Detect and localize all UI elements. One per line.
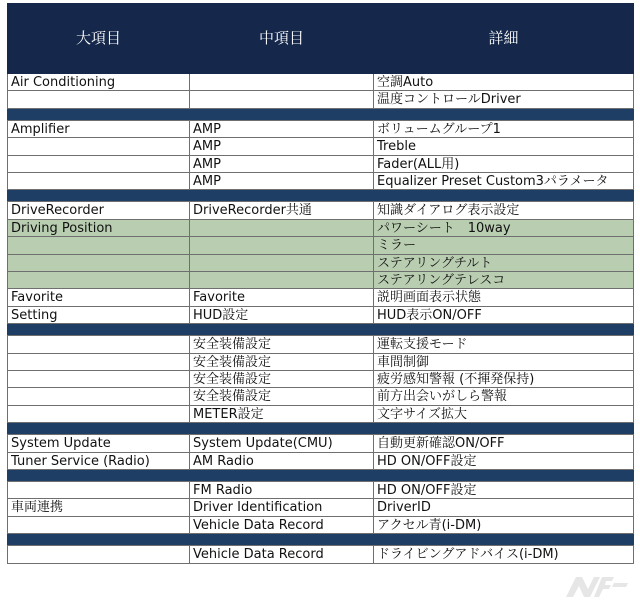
major-item-cell: Amplifier: [7, 121, 189, 138]
major-item-cell: [7, 272, 189, 289]
major-item-cell: [7, 406, 189, 423]
major-item-cell: [7, 482, 189, 499]
table-row: [7, 121, 634, 138]
detail-cell: 知識ダイアログ表示設定: [373, 202, 634, 219]
middle-item-cell: [189, 220, 373, 237]
table-row: [7, 173, 634, 190]
middle-item-cell: AMP: [189, 121, 373, 138]
table-row: [7, 74, 634, 91]
major-item-cell: [7, 336, 189, 353]
middle-item-cell: [189, 74, 373, 91]
middle-item-cell: AMP: [189, 173, 373, 190]
detail-cell: ミラー: [373, 237, 634, 254]
major-item-cell: Air Conditioning: [7, 74, 189, 91]
detail-cell: HUD表示ON/OFF: [373, 307, 634, 324]
detail-cell: 車間制御: [373, 354, 634, 371]
middle-item-cell: System Update(CMU): [189, 435, 373, 452]
middle-item-cell: AMP: [189, 138, 373, 155]
middle-item-cell: 安全装備設定: [189, 354, 373, 371]
detail-cell: ボリュームグループ1: [373, 121, 634, 138]
major-item-cell: [7, 156, 189, 173]
major-item-cell: 車両連携: [7, 499, 189, 516]
middle-item-cell: Vehicle Data Record: [189, 546, 373, 563]
detail-cell: 疲労感知警報 (不揮発保持): [373, 371, 634, 388]
table-row: [7, 499, 634, 516]
major-item-cell: [7, 388, 189, 405]
middle-item-cell: AM Radio: [189, 453, 373, 470]
table-row: [7, 237, 634, 254]
major-item-cell: [7, 173, 189, 190]
major-item-cell: Favorite: [7, 289, 189, 306]
middle-item-cell: [189, 255, 373, 272]
detail-cell: 文字サイズ拡大: [373, 406, 634, 423]
detail-cell: 前方出会いがしら警報: [373, 388, 634, 405]
middle-item-cell: Driver Identification: [189, 499, 373, 516]
middle-item-cell: [189, 237, 373, 254]
section-separator: [7, 534, 634, 546]
detail-cell: HD ON/OFF設定: [373, 453, 634, 470]
middle-item-cell: 安全装備設定: [189, 336, 373, 353]
major-item-cell: [7, 91, 189, 108]
major-item-cell: DriveRecorder: [7, 202, 189, 219]
detail-cell: パワーシート 10way: [373, 220, 634, 237]
header-major-item: 大項目: [7, 3, 189, 74]
section-separator: [7, 470, 634, 482]
middle-item-cell: FM Radio: [189, 482, 373, 499]
detail-cell: Treble: [373, 138, 634, 155]
table-row: [7, 220, 634, 237]
table-row: [7, 336, 634, 353]
major-item-cell: [7, 237, 189, 254]
middle-item-cell: Favorite: [189, 289, 373, 306]
table-row: [7, 371, 634, 388]
major-item-cell: Tuner Service (Radio): [7, 453, 189, 470]
major-item-cell: [7, 371, 189, 388]
major-item-cell: [7, 255, 189, 272]
major-item-cell: [7, 546, 189, 563]
middle-item-cell: [189, 272, 373, 289]
table-row: [7, 272, 634, 289]
table-header: [7, 3, 634, 74]
section-separator: [7, 423, 634, 435]
detail-cell: 説明画面表示状態: [373, 289, 634, 306]
watermark-logo: [562, 573, 632, 601]
middle-item-cell: [189, 91, 373, 108]
detail-cell: Fader(ALL用): [373, 156, 634, 173]
table-row: [7, 354, 634, 371]
section-separator: [7, 324, 634, 336]
table-row: [7, 91, 634, 108]
table-row: [7, 546, 634, 563]
detail-cell: 運転支援モード: [373, 336, 634, 353]
section-separator: [7, 190, 634, 202]
detail-cell: 温度コントロールDriver: [373, 91, 634, 108]
table-row: [7, 453, 634, 470]
header-middle-item: 中項目: [189, 3, 373, 74]
detail-cell: 空調Auto: [373, 74, 634, 91]
table-row: [7, 289, 634, 306]
table-row: [7, 156, 634, 173]
middle-item-cell: 安全装備設定: [189, 388, 373, 405]
table-row: [7, 482, 634, 499]
major-item-cell: System Update: [7, 435, 189, 452]
table-row: [7, 406, 634, 423]
table-row: [7, 517, 634, 534]
detail-cell: ステアリングテレスコ: [373, 272, 634, 289]
middle-item-cell: 安全装備設定: [189, 371, 373, 388]
table-row: [7, 307, 634, 324]
middle-item-cell: METER設定: [189, 406, 373, 423]
major-item-cell: [7, 138, 189, 155]
table-row: [7, 388, 634, 405]
table-row: [7, 435, 634, 452]
middle-item-cell: AMP: [189, 156, 373, 173]
table-row: [7, 138, 634, 155]
detail-cell: ドライビングアドバイス(i-DM): [373, 546, 634, 563]
detail-cell: 自動更新確認ON/OFF: [373, 435, 634, 452]
table-row: [7, 255, 634, 272]
detail-cell: アクセル青(i-DM): [373, 517, 634, 534]
major-item-cell: [7, 354, 189, 371]
section-separator: [7, 109, 634, 121]
major-item-cell: Driving Position: [7, 220, 189, 237]
major-item-cell: Setting: [7, 307, 189, 324]
table-row: [7, 202, 634, 219]
header-detail: 詳細: [373, 3, 634, 74]
middle-item-cell: HUD設定: [189, 307, 373, 324]
detail-cell: HD ON/OFF設定: [373, 482, 634, 499]
middle-item-cell: Vehicle Data Record: [189, 517, 373, 534]
middle-item-cell: DriveRecorder共通: [189, 202, 373, 219]
detail-cell: ステアリングチルト: [373, 255, 634, 272]
detail-cell: Equalizer Preset Custom3パラメータ: [373, 173, 634, 190]
detail-cell: DriverID: [373, 499, 634, 516]
major-item-cell: [7, 517, 189, 534]
